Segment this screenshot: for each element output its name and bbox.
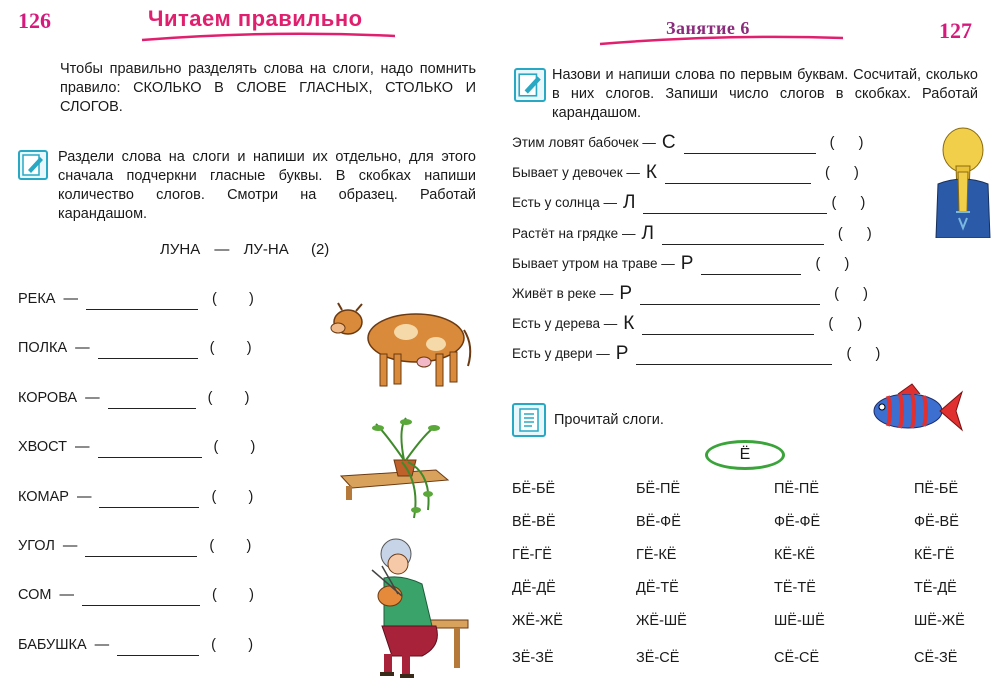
riddle-first-letter: Р	[615, 343, 629, 365]
syllable: СЁ-ЗЁ	[914, 650, 958, 666]
count-paren[interactable]: ( )	[211, 636, 254, 653]
riddle-row	[512, 223, 932, 245]
right-task-text: Назови и напиши слова по первым буквам. Сосчитай, сколько в них слогов. Запиши число слогов в скобках. Работай карандашом.	[552, 67, 978, 121]
syllable: КЁ-КЁ	[774, 547, 816, 563]
right-title-underline	[598, 34, 848, 48]
syllable: БЁ-ПЁ	[636, 481, 681, 497]
syllable: ЗЁ-СЁ	[636, 650, 680, 666]
example-word: ЛУНА	[160, 241, 201, 258]
riddle-first-letter: Л	[623, 192, 636, 214]
answer-blank[interactable]	[640, 288, 820, 305]
answer-blank[interactable]	[665, 167, 811, 184]
rule-text: Чтобы правильно разделять слова на слоги, надо помнить правило: СКОЛЬКО В СЛОВЕ ГЛАСНЫХ, СТОЛЬКО И СЛОГОВ.	[60, 61, 476, 115]
answer-blank[interactable]	[684, 137, 816, 154]
riddle-row	[512, 343, 932, 365]
riddle-row	[512, 132, 932, 154]
syllable: ГЁ-ГЁ	[512, 547, 552, 563]
riddle-row	[512, 192, 932, 214]
word-dash: —	[76, 488, 92, 505]
riddle-first-letter: С	[661, 132, 676, 153]
syllable: ТЁ-ДЁ	[914, 580, 957, 596]
riddle-first-letter: Л	[641, 222, 654, 244]
riddle-first-letter: Р	[619, 282, 633, 304]
riddle-clue: Есть у дерева —	[512, 316, 618, 332]
answer-blank[interactable]	[98, 441, 202, 458]
count-paren[interactable]: ( )	[834, 285, 868, 302]
cow-illustration	[328, 296, 476, 396]
example-split: ЛУ-НА	[243, 241, 289, 258]
answer-blank[interactable]	[108, 392, 196, 409]
count-paren[interactable]: ( )	[212, 587, 254, 604]
left-task-text: Раздели слова на слоги и напиши их отдельно, для этого сначала подчеркни гласные буквы. В скобках напиши количество слогов. Смотри на образец. Работай карандашом.	[58, 149, 476, 222]
syllable: ВЁ-ФЁ	[636, 514, 681, 530]
word-list	[18, 288, 288, 656]
count-paren[interactable]: ( )	[209, 340, 252, 357]
count-paren[interactable]: ( )	[209, 537, 252, 554]
count-paren[interactable]: ( )	[211, 291, 254, 307]
example-line	[160, 241, 329, 258]
count-paren[interactable]: ( )	[824, 165, 859, 182]
syllable: ДЁ-ТЁ	[636, 580, 679, 596]
count-paren[interactable]: ( )	[828, 316, 863, 333]
word-dash: —	[62, 537, 78, 554]
left-page-number: 126	[18, 8, 51, 33]
count-paren[interactable]: ( )	[837, 225, 872, 242]
riddle-clue: Живёт в реке —	[512, 285, 614, 301]
syllable: СЁ-СЁ	[774, 650, 820, 666]
riddle-row	[512, 253, 932, 275]
answer-blank[interactable]	[662, 228, 824, 245]
girl-braid-illustration	[932, 126, 994, 238]
syllable: ЗЁ-ЗЁ	[512, 650, 554, 666]
riddle-clue: Есть у двери —	[512, 346, 610, 362]
word-row	[18, 535, 288, 557]
count-paren[interactable]: ( )	[829, 135, 864, 151]
syllable: ЖЁ-ЖЁ	[512, 613, 563, 629]
syllable: ВЁ-ВЁ	[512, 514, 556, 530]
syllable: ДЁ-ДЁ	[512, 580, 556, 596]
word-row	[18, 436, 288, 458]
answer-blank[interactable]	[86, 293, 198, 310]
left-page-title: Читаем правильно	[148, 6, 363, 31]
word: СОМ	[18, 587, 52, 604]
syllable: ПЁ-ПЁ	[774, 481, 820, 497]
pencil-task-icon	[514, 68, 546, 102]
book-read-icon	[512, 403, 546, 437]
count-paren[interactable]: ( )	[213, 439, 256, 456]
answer-blank[interactable]	[642, 318, 814, 335]
word-dash: —	[94, 636, 110, 653]
syllable: КЁ-ГЁ	[914, 547, 955, 563]
riddle-row	[512, 313, 932, 335]
count-paren[interactable]: ( )	[846, 346, 881, 363]
syllable: ТЁ-ТЁ	[774, 580, 816, 596]
riddle-row	[512, 283, 932, 305]
plant-shelf-illustration	[336, 414, 456, 522]
word: УГОЛ	[18, 537, 55, 554]
grandmother-illustration	[362, 536, 470, 682]
riddle-clue: Есть у солнца —	[512, 195, 618, 211]
fish-illustration	[868, 382, 964, 440]
answer-blank[interactable]	[117, 639, 199, 656]
count-paren[interactable]: ( )	[211, 488, 254, 505]
answer-blank[interactable]	[636, 348, 832, 365]
syllable: ГЁ-КЁ	[636, 547, 677, 563]
letter-badge: Ё	[705, 440, 785, 470]
riddle-first-letter: К	[645, 162, 657, 184]
riddle-first-letter: К	[623, 313, 635, 335]
word-dash: —	[63, 291, 78, 307]
answer-blank[interactable]	[99, 491, 199, 508]
count-paren[interactable]: ( )	[831, 195, 866, 212]
answer-blank[interactable]	[82, 589, 200, 606]
riddle-list	[512, 132, 932, 365]
word-dash: —	[75, 439, 90, 456]
syllable: БЁ-БЁ	[512, 481, 556, 497]
syllable: ШЁ-ШЁ	[774, 613, 825, 629]
example-dash: —	[214, 241, 230, 258]
syllable: ШЁ-ЖЁ	[914, 613, 965, 629]
pencil-task-icon	[18, 150, 48, 180]
word-row	[18, 584, 288, 606]
word-dash: —	[75, 340, 90, 357]
riddle-clue: Бывает у девочек —	[512, 165, 640, 181]
count-paren[interactable]: ( )	[207, 389, 250, 406]
answer-blank[interactable]	[701, 258, 801, 275]
riddle-clue: Растёт на грядке —	[512, 225, 636, 241]
word: БАБУШКА	[18, 636, 87, 653]
word-dash: —	[85, 389, 100, 406]
riddle-first-letter: Р	[680, 252, 694, 274]
count-paren[interactable]: ( )	[815, 255, 850, 272]
right-page-number: 127	[939, 18, 972, 43]
word: ПОЛКА	[18, 340, 68, 357]
word-row	[18, 337, 288, 359]
word: КОРОВА	[18, 389, 78, 406]
riddle-clue: Бывает утром на траве —	[512, 255, 675, 271]
riddle-row	[512, 162, 932, 184]
word: КОМАР	[18, 488, 69, 505]
example-count: (2)	[310, 241, 330, 258]
word-row	[18, 486, 288, 508]
syllable: ЖЁ-ШЁ	[636, 613, 687, 629]
syllable: ФЁ-ВЁ	[914, 514, 959, 530]
word: РЕКА	[18, 291, 56, 307]
syllable: ПЁ-БЁ	[914, 481, 959, 497]
answer-blank[interactable]	[643, 197, 827, 214]
read-task-text: Прочитай слоги.	[554, 412, 664, 428]
word: ХВОСТ	[18, 439, 67, 456]
answer-blank[interactable]	[85, 540, 197, 557]
syllable: ФЁ-ФЁ	[774, 514, 821, 530]
word-row	[18, 288, 288, 310]
word-row	[18, 634, 288, 656]
riddle-clue: Этим ловят бабочек —	[512, 135, 656, 150]
word-dash: —	[59, 587, 75, 604]
right-page-title: Занятие 6	[666, 18, 750, 38]
left-title-underline	[140, 30, 400, 44]
answer-blank[interactable]	[98, 342, 198, 359]
word-row	[18, 387, 288, 409]
